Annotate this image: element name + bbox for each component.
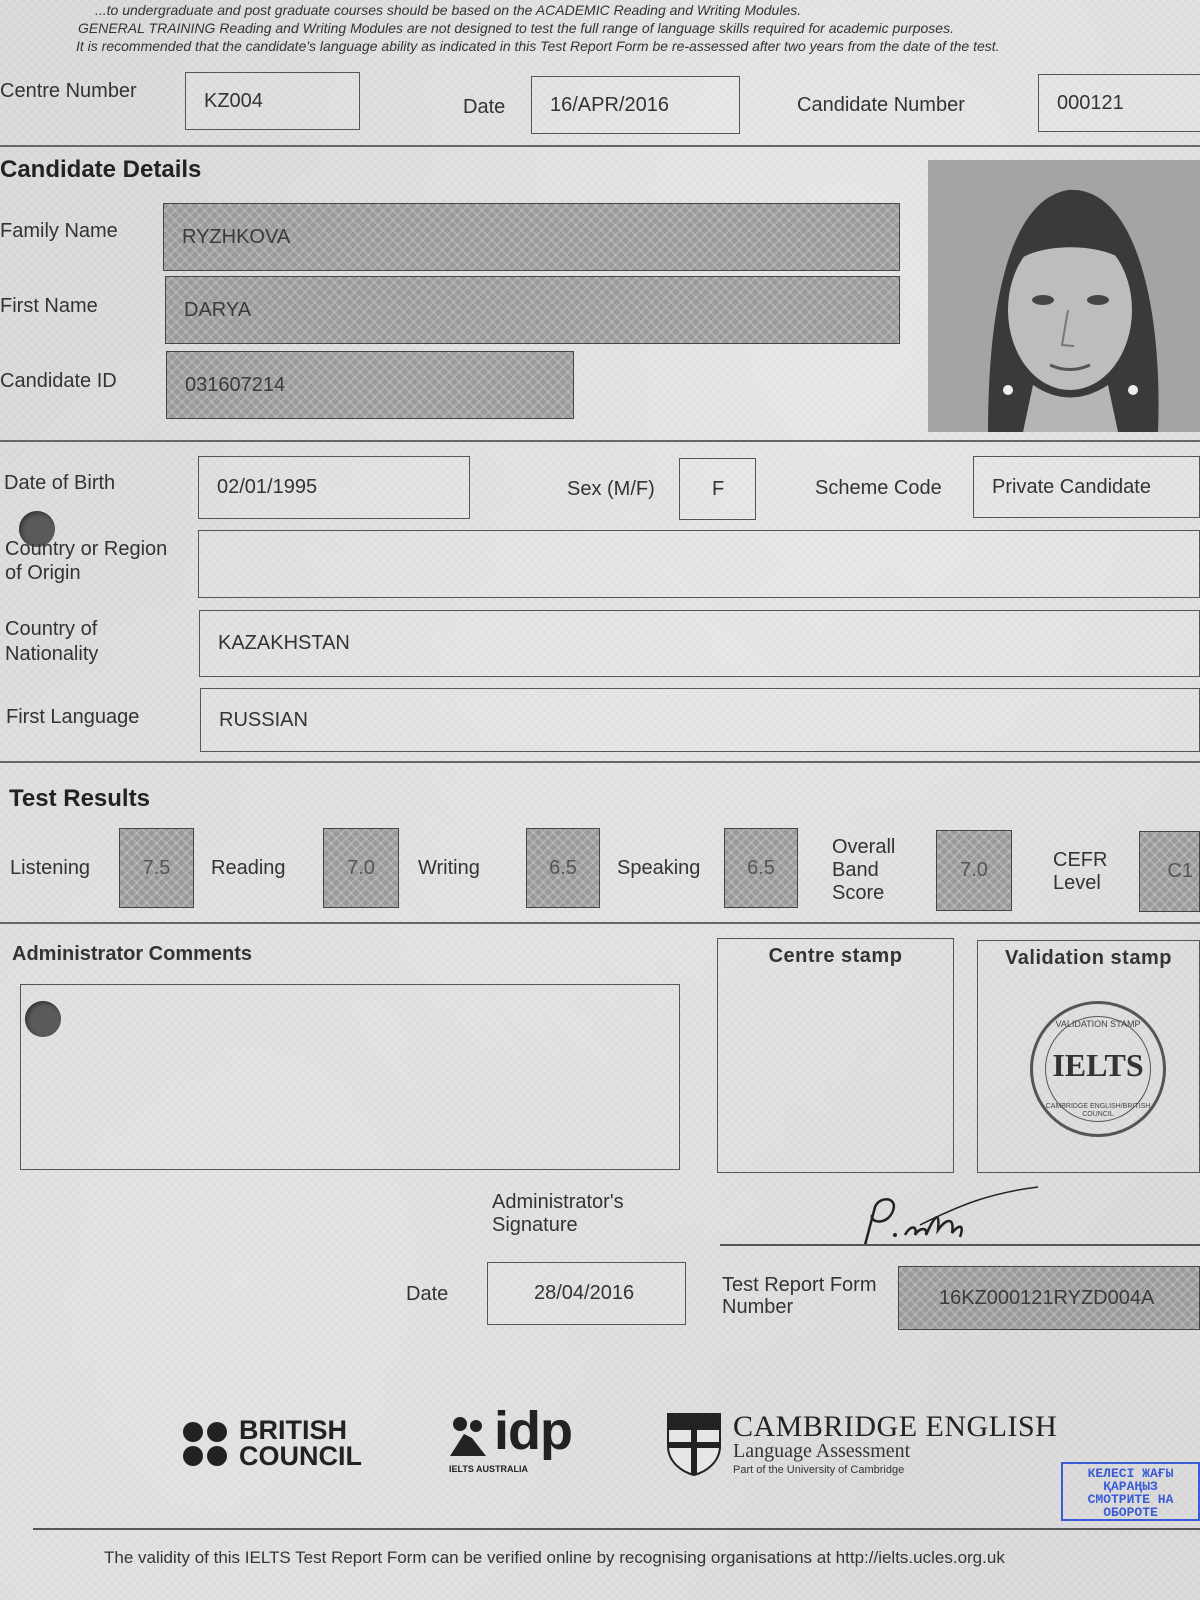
candidate-details-title: Candidate Details — [0, 156, 202, 183]
candidate-id-label: Candidate ID — [0, 370, 117, 392]
admin-comments-box — [20, 984, 680, 1170]
divider — [0, 922, 1200, 924]
divider — [0, 761, 1200, 763]
cefr-level: C1 — [1139, 831, 1200, 912]
candidate-number-label: Candidate Number — [797, 94, 965, 116]
ru-stamp-line-2: ҚАРАҢЫЗ — [1103, 1479, 1158, 1494]
cefr-label-1: CEFR — [1053, 849, 1108, 871]
candidate-id-field: 031607214 — [166, 351, 574, 419]
dob-label: Date of Birth — [4, 472, 116, 494]
centre-number-label: Centre Number — [0, 80, 137, 102]
portrait-image — [928, 160, 1200, 432]
ielts-seal-ring-top: VALIDATION STAMP — [1055, 1019, 1141, 1029]
trf-label-2: Number — [722, 1296, 794, 1318]
cambridge-line-1: CAMBRIDGE ENGLISH — [733, 1410, 1058, 1443]
nationality-field: KAZAKHSTAN — [199, 610, 1200, 677]
ru-stamp-line-4: ОБОРОТЕ — [1103, 1505, 1158, 1520]
trf-label-1: Test Report Form — [722, 1274, 877, 1296]
listening-score: 7.5 — [119, 828, 194, 908]
date-field: 16/APR/2016 — [531, 76, 740, 134]
admin-comments-label: Administrator Comments — [12, 943, 253, 965]
signature-line — [720, 1244, 1200, 1246]
idp-wordmark: idp — [494, 1401, 572, 1461]
country-origin-label-1: Country or Region — [5, 538, 168, 560]
scheme-code-label: Scheme Code — [815, 477, 942, 499]
idp-logo — [446, 1401, 586, 1478]
british-council-line-1: BRITISH — [239, 1415, 347, 1445]
validation-stamp-seal — [1030, 1001, 1166, 1137]
test-results-title: Test Results — [9, 785, 150, 812]
nationality-label-2: Nationality — [5, 643, 99, 665]
signature-label-2: Signature — [492, 1214, 578, 1236]
british-council-dots-icon — [182, 1421, 230, 1469]
admin-date-label: Date — [406, 1283, 449, 1305]
dob-field: 02/01/1995 — [198, 456, 470, 519]
centre-stamp-label: Centre stamp — [768, 945, 903, 967]
punch-hole — [25, 1001, 61, 1037]
british-council-line-2: COUNCIL — [239, 1441, 362, 1471]
cefr-label-2: Level — [1053, 872, 1101, 894]
writing-label: Writing — [418, 857, 480, 879]
overall-score: 7.0 — [936, 830, 1012, 911]
centre-number-field: KZ004 — [185, 72, 360, 130]
cambridge-shield-icon — [666, 1412, 722, 1476]
divider — [0, 440, 1200, 442]
divider — [0, 145, 1200, 147]
overall-label-1: Overall — [832, 836, 896, 858]
see-reverse-stamp — [1061, 1462, 1200, 1521]
reading-label: Reading — [211, 857, 286, 879]
first-language-label: First Language — [6, 706, 140, 728]
reading-score: 7.0 — [323, 828, 399, 908]
sex-label: Sex (M/F) — [567, 478, 655, 500]
trf-number-field: 16KZ000121RYZD004A — [898, 1266, 1200, 1330]
first-language-field: RUSSIAN — [200, 688, 1200, 752]
overall-label-3: Score — [832, 882, 885, 904]
centre-stamp-box — [717, 938, 954, 1173]
ru-stamp-line-3: СМОТРИТЕ НА — [1087, 1492, 1174, 1507]
speaking-score: 6.5 — [724, 828, 798, 908]
country-origin-label-2: of Origin — [5, 562, 81, 584]
first-name-label: First Name — [0, 295, 98, 317]
notice-line-2: GENERAL TRAINING Reading and Writing Modules are not designed to test the full range of language skills required for academic purposes. — [78, 20, 954, 36]
signature-label-1: Administrator's — [492, 1191, 624, 1213]
sex-field: F — [679, 458, 756, 520]
notice-line-3: It is recommended that the candidate's language ability as indicated in this Test Report Form be re-assessed after two years from the date of the test. — [76, 38, 1000, 54]
candidate-photo — [928, 160, 1200, 432]
nationality-label-1: Country of — [5, 618, 98, 640]
listening-label: Listening — [10, 857, 91, 879]
country-origin-field — [198, 530, 1200, 598]
footer-divider — [33, 1528, 1200, 1530]
family-name-field: RYZHKOVA — [163, 203, 900, 271]
writing-score: 6.5 — [526, 828, 600, 908]
ielts-seal-text: IELTS — [1052, 1047, 1144, 1083]
cambridge-line-3: Part of the University of Cambridge — [733, 1464, 905, 1476]
idp-subtitle: IELTS AUSTRALIA — [449, 1464, 528, 1474]
candidate-number-field: 000121 — [1038, 74, 1200, 132]
cambridge-line-2: Language Assessment — [733, 1440, 911, 1462]
notice-line-1: ...to undergraduate and post graduate courses should be based on the ACADEMIC Reading and Writing Modules. — [95, 2, 802, 18]
family-name-label: Family Name — [0, 220, 118, 242]
footer-validity: The validity of this IELTS Test Report Form can be verified online by recognising organisations at http://ielts.ucles.org.uk — [104, 1548, 1005, 1567]
idp-figure-icon — [446, 1414, 492, 1458]
date-label: Date — [463, 96, 506, 118]
overall-label-2: Band — [832, 859, 879, 881]
ielts-seal-ring-bottom: CAMBRIDGE ENGLISH/BRITISH COUNCIL — [1045, 1103, 1151, 1118]
british-council-logo — [182, 1415, 362, 1475]
ru-stamp-line-1: КЕЛЕСІ ЖАҒЫ — [1087, 1466, 1174, 1481]
validation-stamp-box — [977, 940, 1200, 1173]
admin-date-field: 28/04/2016 — [487, 1262, 686, 1325]
scheme-code-field: Private Candidate — [973, 456, 1200, 518]
first-name-field: DARYA — [165, 276, 900, 344]
cambridge-logo — [666, 1410, 1086, 1480]
speaking-label: Speaking — [617, 857, 701, 879]
validation-stamp-label: Validation stamp — [1005, 947, 1172, 969]
